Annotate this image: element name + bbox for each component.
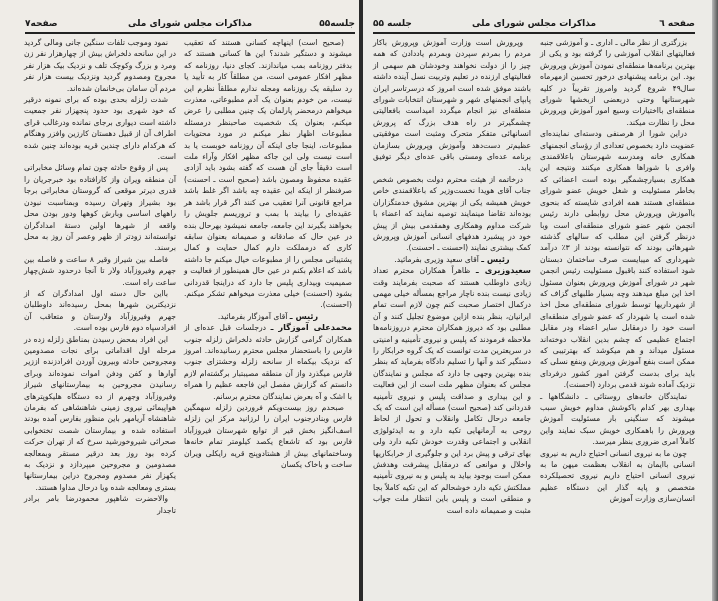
- right-page: [363, 0, 713, 601]
- paragraph: [184, 402, 352, 470]
- paragraph-text: وپرورش است وزارت آموزش وپرورش باکار مردم را بمردم سپردن وبمردم یاددادن که همه چیز را از دولت نخواهند وخودشان هم سهمی از فعالیتهای ارزنده در تعلیم وتربیت نسل آینده داشته باشند موفق شده است امروز که درسرتاسر ایران پابپای انجمنهای شهر و شهرستان انتخابات شورای منطقه‌ای نیز انجام میگردد امیداست بافعالیتی چشمگیرتر در راه هدف بزرگ که پرورش انسانهائی متفکر متحرک ومثبت است موفقیتی عظیم‌تر دست‌دهد وآموزش وپرورش بسازمان برنامه عده‌ای ومستی باقی عده‌ای دیگر توفیق یابد.: [373, 38, 531, 173]
- text-column-right: [540, 37, 695, 505]
- paragraph: [184, 37, 352, 311]
- page-number: صفحه ٦: [659, 19, 695, 29]
- paragraph-text: والاحضرت شاهپور محمودرضا بامر برادر تاجدار: [24, 494, 176, 515]
- paragraph-text: بااین حال دسته اول امدادگران که از نزدیکترین شهرها بمحل رسیده‌اند داوطلبان جهرم وفیروزآباد ولارستان و متعاقب آن افرادسپاه دوم فارس بوده است.: [24, 288, 176, 333]
- page-header: [373, 18, 695, 34]
- session-number: جلسه۵۵: [319, 19, 355, 29]
- speaker-name: رئیس ـ: [289, 310, 319, 321]
- paragraph-text: ظاهراً همکاران محترم تعداد زیادی داوطلب هستند که صحبت بفرمایند وقت زیادی نیست بنده ناچار مراجع بمسأله خیلی مهمی درکمال اختصار صحبت کنم چون لازم است تمام ایرانیان، بنظر بنده ازاین موضوع تجلیل کنند و آن مطلبی بود که دیروز همکاران محترم درروزنامه‌ها ملاحظه فرمودند که پلیس و نیروی تأمینیه و امنیتی در سریعترین مدت توانست که یک گروه خرابکار را دستگیر کند و آنها را تسلیم دادگاه بفرماید که بنظر بنده بهترین وجهی جا دارد که مجلس و نمایندگان مجلس که بعنوان مظهر ملت است از این فعالیت و این بیداری و صداقت پلیس و نیروی تأمینیه قدردانی کند (صحیح است) مسأله این است که یک جامعه درحال تکامل وانقلاب و تحول از لحاظ روحی به آرمانهایی تکیه دارد و به ایدئولوژی انقلابی و اجتماعی وقدرت خودش تکیه دارد ولی بهای ترقی و پیش برد این و جلوگیری از خرابکاریها واخلال و موانعی که درمقابل پیشرفت وهدفش ممکن است بوجود بیاید به پلیس و به نیروی تأمینیه مملکتش تکیه دارد خوشحالم که این تکیه کاملاً بجا و منطقی است و پلیس باین انتظار ملت جواب مثبت و صمیمانه داده است: [373, 266, 531, 515]
- paragraph: [24, 37, 176, 94]
- speech-paragraph: [373, 265, 531, 516]
- paragraph: [24, 94, 176, 162]
- paragraph-text: (صحیح است) اینهاچه کسانی هستند که تعقیب میشوند و دستگیر شدند؟ این ها کسانی هستند که بدفتر روزنامه بمب میاندازند. کجای دنیا، روزنامه که مظهر افکار عمومی است، من مطلقاً کار به تأیید یا رد سلیقه یک روزنامه ومجله ندارم مطلقاً نظرم این نیست، من خودم بعنوان یک آدم مطبوعاتی، معذرت میخواهم درمحضر پارلمان یک چنین مطلبی را عرض میکنم، بعنوان یک شخصیت صاحبنظر درمسئله مطبوعات اظهار نظر میکنم در مورد محتویات مطبوعات، اینجا جای اینکه آن روزنامه خوبست یا بد است نیست ولی این جاکه مظهر افکار وآراء ملت است دقیقاً جای آن هست که گفته بشود باید آزادی عقیده محفوظ ومصون باشد (صحیح است ـ احسنت) صرفنظر از اینکه این عقیده چه باشد اگر غلط باشد مراجع قانونی آنرا تعقیب می کنند اگر قرار باشد هر عقیده‌ای را بیایند با بمب و تروریسم جلویش را بخواهند بگیرند این جامعه، جامعه نمیشود بهرحال بنده در عین حال که صادقانه و صمیمانه بعنوان سابقه کاری که درمملکت دارم کمال حمایت و کمال پشتیبانی مجلس را از مطبوعات خیال میکنم جا داشته باشد که اعلام بکنم در عین حال همینطور از فعالیت و صمیمیت وبیداری پلیس جا دارد که دراینجا قدردانی بشود (احسنت) خیلی معذرت میخواهم تشکر میکنم. (احسنت).: [184, 38, 352, 310]
- paragraph: [24, 162, 176, 253]
- text-column-left: [24, 37, 176, 516]
- speech-paragraph: [184, 322, 352, 402]
- running-title: مذاکرات مجلس شورای ملی: [471, 19, 597, 29]
- paragraph-text: این افراد بمحض رسیدن بمناطق زلزله زده در مرحله اول اقداماتی برای نجات مصدومین ومجروحین حادثه وبیرون آوردن افرادزنده اززیر آوارها و کفن ودفن اموات نموده‌اند وبرای رسانیدن مجروحین به بیمارستانهای شیراز وفیروزآباد وجهرم از ده دستگاه هلیکوپترهای هواپیمائی نیروی زمینی شاهنشاهی که بفرمان شاهنشاه آریامهر باین منظور بفارس آمده بودند استفاده شده و بیمارستان شصت تختخوابی صحرائی شیروخورشید سرخ که از تهران حرکت کرده بود روز بعد درقیر مستقر وبمعالجه مصدومین و مجروحین میپردازد و نزدیک به یکهزار نفر مصدوم ومجروح دراین بیمارستانها بستری ومعالجه شده ویا درحال مداوا هستند.: [24, 334, 176, 492]
- paragraph: [24, 288, 176, 334]
- paragraph-text: درخاتمه از هیئت محترم دولت بخصوص شخص جناب آقای هویدا نخست‌وزیر که باعلاقمندی خاص خویش همیشه یکی از بهترین مشوق خدمتگزاران بوده‌اند تقاضا مینمایند توصیه نمایند که اعضاء با شرکت مداوم وهمکاری وهمقدمی بیش از پیش خود در پیشبرد هدفهای انسانی آموزش وپرورش کمک بیشتری نمایند (احسنت ـ احسنت).: [373, 174, 531, 253]
- paragraph-text: چون ما به نیروی انسانی احتیاج داریم به نیروی انسانی باایمان به انقلاب بعظمت میهن ما به نیروی انسانی احتیاج داریم نیروی تحصیلکرده متخصص و پایه گذار این دستگاه عظیم انسان‌سازی وزارت آموزش: [540, 448, 695, 504]
- paragraph-text: صبحدم روز بیست‌ویکم فروردین زلزله سهمگین فارس وبنادرجنوب ایران را لرزانید مرکز این زلزله اسف‌انگیز بخش قیر از توابع شهرستان فیروزآباد فارس بود که تاشعاع یکصد کیلومتر تمام خانه‌ها وساختمانهای بیش از هشتادوپنج قریه رایکلی ویران ساخت و باخاک یکسان: [184, 403, 352, 470]
- paragraph: [540, 448, 695, 505]
- running-title: مذاکرات مجلس شورای ملی: [127, 19, 253, 29]
- speaker-name: سعیدوزیری ـ: [475, 265, 531, 276]
- paragraph-text: درجلسات قبل عده‌ای از همکاران گرامی گزارش حادثه دلخراش زلزله جنوب فارس را باستحضار مجلس محترم رسانیده‌اند. امروز که نزدیک بیکماه از سانحه زلزله وحشتزای جنوب فارس میگذرد واز آن منطقه مصیبتبار برگشته‌ام لازم دانستم که گزارش مفصل این فاجعه عظیم را همراه با اشک و آه بعرض نمایندگان محترم برسانم.: [184, 323, 352, 401]
- paragraph-text: آقای آموزگار بفرمائید.: [217, 311, 288, 321]
- paragraph-text: پس از وقوع حادثه چون تمام وسائل مخابراتی آن منطقه ویران واز کارافتاده بود خبرجریان را قدری دیرتر موقعی که گروستان مخابراتی برجا بود بشیراز وتهران رسیده وبمناسبت نبودن راههای اساسی وبارش کوهها ودور بودن محل واقعه از شهرها اولین دستهٔ امدادگران توانسته‌اند زودتر از ظهر وعصر آن روز به محل برسند.: [24, 163, 176, 253]
- speaker-name: رئیس ـ: [481, 253, 510, 264]
- paragraph: [540, 391, 695, 448]
- paragraph-text: نمود وموجب تلفات سنگین جانی ومالی گردید در این سانحه دلخراش بیش از چهارهزار نفر زن ومرد و بزرگ وکوچک تلف و نزدیک بیک هزار نفر مجروح ومصدوم گردید ونزدیک بیست هزار نفر مردم آن سامان بی‌خانمان شده‌اند.: [24, 38, 176, 93]
- paragraph: [373, 174, 531, 254]
- paragraph: [24, 334, 176, 494]
- paragraph-text: فاصله بین شیراز وقیر ۸ ساعت و فاصله بین جهرم وفیروزآباد ولار تا آنجا درحدود شش‌چهار ساعت راه است.: [24, 254, 176, 287]
- speaker-name: محمدعلی آموزگار ـ: [270, 322, 352, 333]
- paragraph: [24, 493, 176, 516]
- paragraph-text: نمایندگان خانه‌های روستائی ـ دانشگاهها ـ بهداری بهر کدام باکوشش مداوم خویش سبب میشوند که سنگینی بار مسئولیت آموزش وپرورش را باهمکاری خویش سبک نمایند واین کاملاً امری ضروری بنظر میرسد.: [540, 391, 695, 447]
- text-column-right: [184, 37, 352, 470]
- scan-edge-shadow: [712, 0, 718, 601]
- page-number: صفحه۷: [25, 19, 58, 29]
- paragraph: [540, 37, 695, 128]
- paragraph: [373, 37, 531, 174]
- page-header: [25, 18, 355, 34]
- paragraph-text: آقای سعید وزیری بفرمائید.: [394, 254, 479, 264]
- paragraph-text: دراین شورا از هرصنفی ودسته‌ای نماینده‌ای عضویت دارد بخصوص تعدادی از رؤسای انجمنهای همکاری خانه ومدرسه شهرستان باعلاقمندی وافری با شوراها همکاری میکنند ونتیجه این همکاری بسیارچشمگیر بوده است اعضائی که بخاطر مسئولیت و شغل خویش عضو شورای منطقه‌ای هستند همه افرادی شایسته که بنحوی باآموزش وپرورش محل روابطی دارند رئیس انجمن شهر عضو شورای منطقه‌ای است وبا درنظر گرفتن این مطلب که سالهای گذشته شهرهائی بودند که نتوانسته بودند از ۳٪ درآمد شهرداری که میبایست صرف ساختمان دبستان شود استفاده کنند باقبول مسئولیت رئیس انجمن شهر در شورای آموزش وپرورش بعنوان مسئول اخذ این مبلغ میدهند وچه بسیار طلبهای گزاف که از شهرداریها توسط شورای منطقه‌ای محل اخذ شده است یا شهردار که عضو شورای منطقه‌ای است خود را درمقابل سایر اعضاء ودر مقابل اجتماع عظیمی که چشم بدین انقلاب دوخته‌اند مسئول میداند و هم میکوشد که بهترتیبی که ممکن است بنفع آموزش وپرورش وبنفع نسلی که باید برای بدست گرفتن امور کشور درفردای نزدیک آماده شوند قدمی بردارد (احسنت).: [540, 129, 695, 390]
- speech-paragraph: [184, 311, 352, 322]
- paragraph-text: شدت زلزله بحدی بوده که برای نمونه درقیر که خود شهری بود حدود پنجهزار نفر جمعیت داشته است دیواری برجای نمانده ودرغالب قرای اطراف آن از قبیل دهستان کارزین وافزر وهنگام که هرکدام دارای چندین قریه بوده‌اند چنین شده است.: [24, 95, 176, 162]
- text-column-left: [373, 37, 531, 516]
- paragraph: [540, 128, 695, 390]
- speech-paragraph: [373, 254, 531, 265]
- paragraph: [24, 254, 176, 288]
- paragraph-text: بزرگتری از نظر مالی ـ اداری ـ و آموزشی جنبه فعالیتهای انقلاب آموزشی را گرفته بود و یکی از بهترین برنامه‌ها منطقه‌ای نمودن آموزش وپرورش بود. این برنامه پیشنهادی درخور تحسین ازمهرماه سال۴۹ شروع گردید وامروز تقریباً در کلیه شهرستانها وحتی دربعضی ازبخشها شورای منطقه‌ای بااختیارات وسیع امور آموزش وپرورش محل را نظارت میکند.: [540, 38, 695, 127]
- session-number: جلسه ۵۵: [373, 19, 412, 29]
